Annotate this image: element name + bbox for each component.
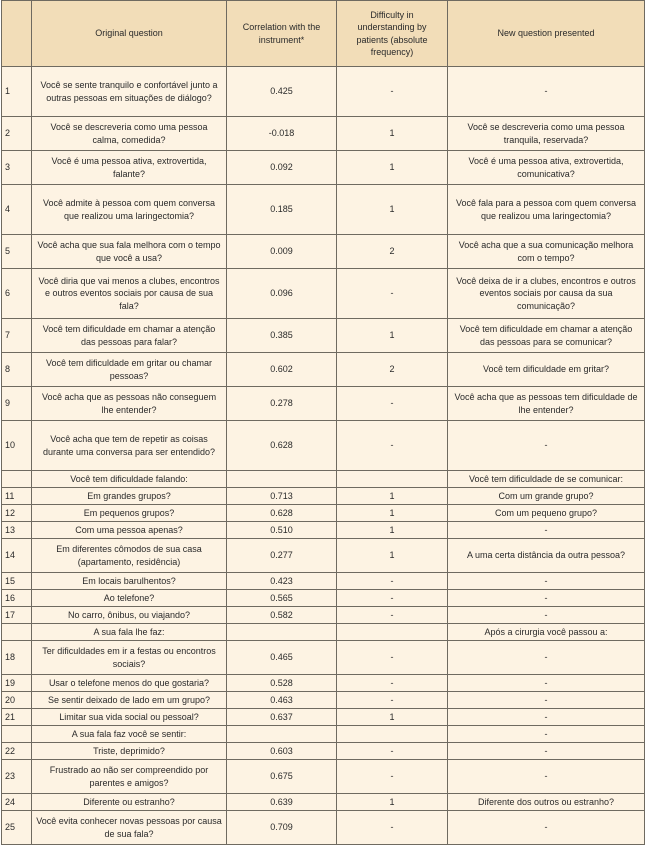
new-question: - bbox=[448, 421, 645, 471]
correlation-value: 0.385 bbox=[227, 319, 337, 353]
correlation-value: 0.713 bbox=[227, 488, 337, 505]
table-row bbox=[2, 709, 645, 726]
difficulty-frequency: 1 bbox=[337, 505, 448, 522]
table-row bbox=[2, 675, 645, 692]
original-question: No carro, ônibus, ou viajando? bbox=[32, 607, 227, 624]
new-question: Diferente dos outros ou estranho? bbox=[448, 794, 645, 811]
new-question: Você deixa de ir a clubes, encontros e outros eventos sociais por causa da sua comunicação? bbox=[448, 269, 645, 319]
row-number: 7 bbox=[2, 319, 32, 353]
original-question: Triste, deprimido? bbox=[32, 743, 227, 760]
row-number: 18 bbox=[2, 641, 32, 675]
correlation-value: -0.018 bbox=[227, 117, 337, 151]
new-question: Você acha que as pessoas tem dificuldade de lhe entender? bbox=[448, 387, 645, 421]
table-row bbox=[2, 641, 645, 675]
original-question: Você tem dificuldade em chamar a atenção das pessoas para falar? bbox=[32, 319, 227, 353]
row-number: 10 bbox=[2, 421, 32, 471]
original-question: Em locais barulhentos? bbox=[32, 573, 227, 590]
difficulty-frequency bbox=[337, 471, 448, 488]
correlation-value: 0.277 bbox=[227, 539, 337, 573]
difficulty-frequency: - bbox=[337, 67, 448, 117]
correlation-value: 0.602 bbox=[227, 353, 337, 387]
new-question: Você fala para a pessoa com quem conversa que realizou uma laringectomia? bbox=[448, 185, 645, 235]
correlation-value: 0.009 bbox=[227, 235, 337, 269]
original-question: Você tem dificuldade em gritar ou chamar pessoas? bbox=[32, 353, 227, 387]
row-number: 11 bbox=[2, 488, 32, 505]
original-question: Frustrado ao não ser compreendido por parentes e amigos? bbox=[32, 760, 227, 794]
difficulty-frequency: 1 bbox=[337, 794, 448, 811]
difficulty-frequency: - bbox=[337, 692, 448, 709]
row-number bbox=[2, 471, 32, 488]
new-question: - bbox=[448, 607, 645, 624]
table-row bbox=[2, 573, 645, 590]
difficulty-frequency: 1 bbox=[337, 151, 448, 185]
new-question: Você tem dificuldade em chamar a atenção das pessoas para se comunicar? bbox=[448, 319, 645, 353]
row-number: 12 bbox=[2, 505, 32, 522]
table-row bbox=[2, 760, 645, 794]
new-question: Você tem dificuldade em gritar? bbox=[448, 353, 645, 387]
correlation-value: 0.628 bbox=[227, 421, 337, 471]
difficulty-frequency: 1 bbox=[337, 522, 448, 539]
row-number: 20 bbox=[2, 692, 32, 709]
new-question: - bbox=[448, 590, 645, 607]
row-number: 19 bbox=[2, 675, 32, 692]
correlation-value: 0.675 bbox=[227, 760, 337, 794]
correlation-value: 0.565 bbox=[227, 590, 337, 607]
original-question: Você diria que vai menos a clubes, encontros e outros eventos sociais por causa de sua fala? bbox=[32, 269, 227, 319]
questions-table bbox=[1, 0, 645, 845]
correlation-value: 0.278 bbox=[227, 387, 337, 421]
table-row bbox=[2, 319, 645, 353]
correlation-value: 0.582 bbox=[227, 607, 337, 624]
original-question: Você admite à pessoa com quem conversa que realizou uma laringectomia? bbox=[32, 185, 227, 235]
row-number: 23 bbox=[2, 760, 32, 794]
new-question: - bbox=[448, 709, 645, 726]
difficulty-frequency: - bbox=[337, 607, 448, 624]
table-row bbox=[2, 67, 645, 117]
difficulty-frequency: 1 bbox=[337, 709, 448, 726]
new-question: Com um pequeno grupo? bbox=[448, 505, 645, 522]
correlation-value: 0.528 bbox=[227, 675, 337, 692]
original-question: Você evita conhecer novas pessoas por causa de sua fala? bbox=[32, 811, 227, 845]
row-number bbox=[2, 726, 32, 743]
original-question: Usar o telefone menos do que gostaria? bbox=[32, 675, 227, 692]
correlation-value: 0.510 bbox=[227, 522, 337, 539]
original-question: Em grandes grupos? bbox=[32, 488, 227, 505]
difficulty-frequency: 1 bbox=[337, 185, 448, 235]
new-question: - bbox=[448, 573, 645, 590]
difficulty-frequency: - bbox=[337, 590, 448, 607]
table-row bbox=[2, 624, 645, 641]
new-question: Você tem dificuldade de se comunicar: bbox=[448, 471, 645, 488]
table-row bbox=[2, 421, 645, 471]
original-question: Você acha que sua fala melhora com o tempo que você a usa? bbox=[32, 235, 227, 269]
table-row bbox=[2, 539, 645, 573]
new-question: - bbox=[448, 760, 645, 794]
original-question: Você se descreveria como uma pessoa calma, comedida? bbox=[32, 117, 227, 151]
difficulty-frequency: - bbox=[337, 387, 448, 421]
difficulty-frequency: 1 bbox=[337, 117, 448, 151]
difficulty-frequency: 1 bbox=[337, 488, 448, 505]
correlation-value: 0.425 bbox=[227, 67, 337, 117]
difficulty-frequency: - bbox=[337, 641, 448, 675]
correlation-value bbox=[227, 726, 337, 743]
table-row bbox=[2, 353, 645, 387]
original-question: Em pequenos grupos? bbox=[32, 505, 227, 522]
original-question: Ao telefone? bbox=[32, 590, 227, 607]
header-difficulty: Difficulty in understanding by patients (absolute frequency) bbox=[337, 1, 448, 67]
table-row bbox=[2, 811, 645, 845]
table-body bbox=[2, 67, 645, 845]
new-question: - bbox=[448, 641, 645, 675]
row-number: 16 bbox=[2, 590, 32, 607]
original-question: Diferente ou estranho? bbox=[32, 794, 227, 811]
correlation-value: 0.637 bbox=[227, 709, 337, 726]
original-question: Você tem dificuldade falando: bbox=[32, 471, 227, 488]
row-number bbox=[2, 624, 32, 641]
header-correlation: Correlation with the instrument* bbox=[227, 1, 337, 67]
new-question: - bbox=[448, 522, 645, 539]
table-row bbox=[2, 151, 645, 185]
difficulty-frequency: 1 bbox=[337, 539, 448, 573]
new-question: - bbox=[448, 67, 645, 117]
row-number: 25 bbox=[2, 811, 32, 845]
correlation-value: 0.628 bbox=[227, 505, 337, 522]
difficulty-frequency: 2 bbox=[337, 353, 448, 387]
header-number bbox=[2, 1, 32, 67]
correlation-value: 0.603 bbox=[227, 743, 337, 760]
table-row bbox=[2, 794, 645, 811]
original-question: Você é uma pessoa ativa, extrovertida, falante? bbox=[32, 151, 227, 185]
table-row bbox=[2, 117, 645, 151]
row-number: 2 bbox=[2, 117, 32, 151]
correlation-value bbox=[227, 471, 337, 488]
difficulty-frequency: - bbox=[337, 573, 448, 590]
table-row bbox=[2, 590, 645, 607]
table-row bbox=[2, 471, 645, 488]
row-number: 22 bbox=[2, 743, 32, 760]
new-question: - bbox=[448, 811, 645, 845]
original-question: Com uma pessoa apenas? bbox=[32, 522, 227, 539]
correlation-value: 0.465 bbox=[227, 641, 337, 675]
difficulty-frequency: - bbox=[337, 811, 448, 845]
new-question: A uma certa distância da outra pessoa? bbox=[448, 539, 645, 573]
row-number: 15 bbox=[2, 573, 32, 590]
table-row bbox=[2, 692, 645, 709]
new-question: Você é uma pessoa ativa, extrovertida, comunicativa? bbox=[448, 151, 645, 185]
header-new-question: New question presented bbox=[448, 1, 645, 67]
difficulty-frequency: - bbox=[337, 269, 448, 319]
original-question: Você se sente tranquilo e confortável junto a outras pessoas em situações de diálogo? bbox=[32, 67, 227, 117]
row-number: 6 bbox=[2, 269, 32, 319]
row-number: 14 bbox=[2, 539, 32, 573]
table-row bbox=[2, 387, 645, 421]
difficulty-frequency: - bbox=[337, 760, 448, 794]
difficulty-frequency: 1 bbox=[337, 319, 448, 353]
correlation-value: 0.096 bbox=[227, 269, 337, 319]
correlation-value: 0.463 bbox=[227, 692, 337, 709]
table-row bbox=[2, 743, 645, 760]
difficulty-frequency: - bbox=[337, 421, 448, 471]
row-number: 1 bbox=[2, 67, 32, 117]
row-number: 24 bbox=[2, 794, 32, 811]
table-row bbox=[2, 235, 645, 269]
row-number: 3 bbox=[2, 151, 32, 185]
difficulty-frequency bbox=[337, 726, 448, 743]
correlation-value: 0.185 bbox=[227, 185, 337, 235]
difficulty-frequency bbox=[337, 624, 448, 641]
new-question: - bbox=[448, 743, 645, 760]
original-question: Você acha que as pessoas não conseguem lhe entender? bbox=[32, 387, 227, 421]
difficulty-frequency: 2 bbox=[337, 235, 448, 269]
original-question: A sua fala faz você se sentir: bbox=[32, 726, 227, 743]
row-number: 13 bbox=[2, 522, 32, 539]
row-number: 21 bbox=[2, 709, 32, 726]
new-question: - bbox=[448, 726, 645, 743]
table-row bbox=[2, 505, 645, 522]
correlation-value: 0.423 bbox=[227, 573, 337, 590]
header-original-question: Original question bbox=[32, 1, 227, 67]
original-question: Em diferentes cômodos de sua casa (apartamento, residência) bbox=[32, 539, 227, 573]
new-question: - bbox=[448, 692, 645, 709]
correlation-value: 0.092 bbox=[227, 151, 337, 185]
new-question: Após a cirurgia você passou a: bbox=[448, 624, 645, 641]
row-number: 9 bbox=[2, 387, 32, 421]
original-question: Ter dificuldades em ir a festas ou encontros sociais? bbox=[32, 641, 227, 675]
table-row bbox=[2, 488, 645, 505]
table-header-row bbox=[2, 1, 645, 67]
row-number: 8 bbox=[2, 353, 32, 387]
difficulty-frequency: - bbox=[337, 675, 448, 692]
original-question: Se sentir deixado de lado em um grupo? bbox=[32, 692, 227, 709]
table-row bbox=[2, 607, 645, 624]
row-number: 5 bbox=[2, 235, 32, 269]
table-row bbox=[2, 726, 645, 743]
table-row bbox=[2, 185, 645, 235]
correlation-value: 0.709 bbox=[227, 811, 337, 845]
original-question: Limitar sua vida social ou pessoal? bbox=[32, 709, 227, 726]
table-row bbox=[2, 269, 645, 319]
difficulty-frequency: - bbox=[337, 743, 448, 760]
row-number: 4 bbox=[2, 185, 32, 235]
new-question: Você se descreveria como uma pessoa tranquila, reservada? bbox=[448, 117, 645, 151]
new-question: Você acha que a sua comunicação melhora com o tempo? bbox=[448, 235, 645, 269]
original-question: Você acha que tem de repetir as coisas durante uma conversa para ser entendido? bbox=[32, 421, 227, 471]
correlation-value: 0.639 bbox=[227, 794, 337, 811]
row-number: 17 bbox=[2, 607, 32, 624]
new-question: Com um grande grupo? bbox=[448, 488, 645, 505]
correlation-value bbox=[227, 624, 337, 641]
table-row bbox=[2, 522, 645, 539]
original-question: A sua fala lhe faz: bbox=[32, 624, 227, 641]
new-question: - bbox=[448, 675, 645, 692]
